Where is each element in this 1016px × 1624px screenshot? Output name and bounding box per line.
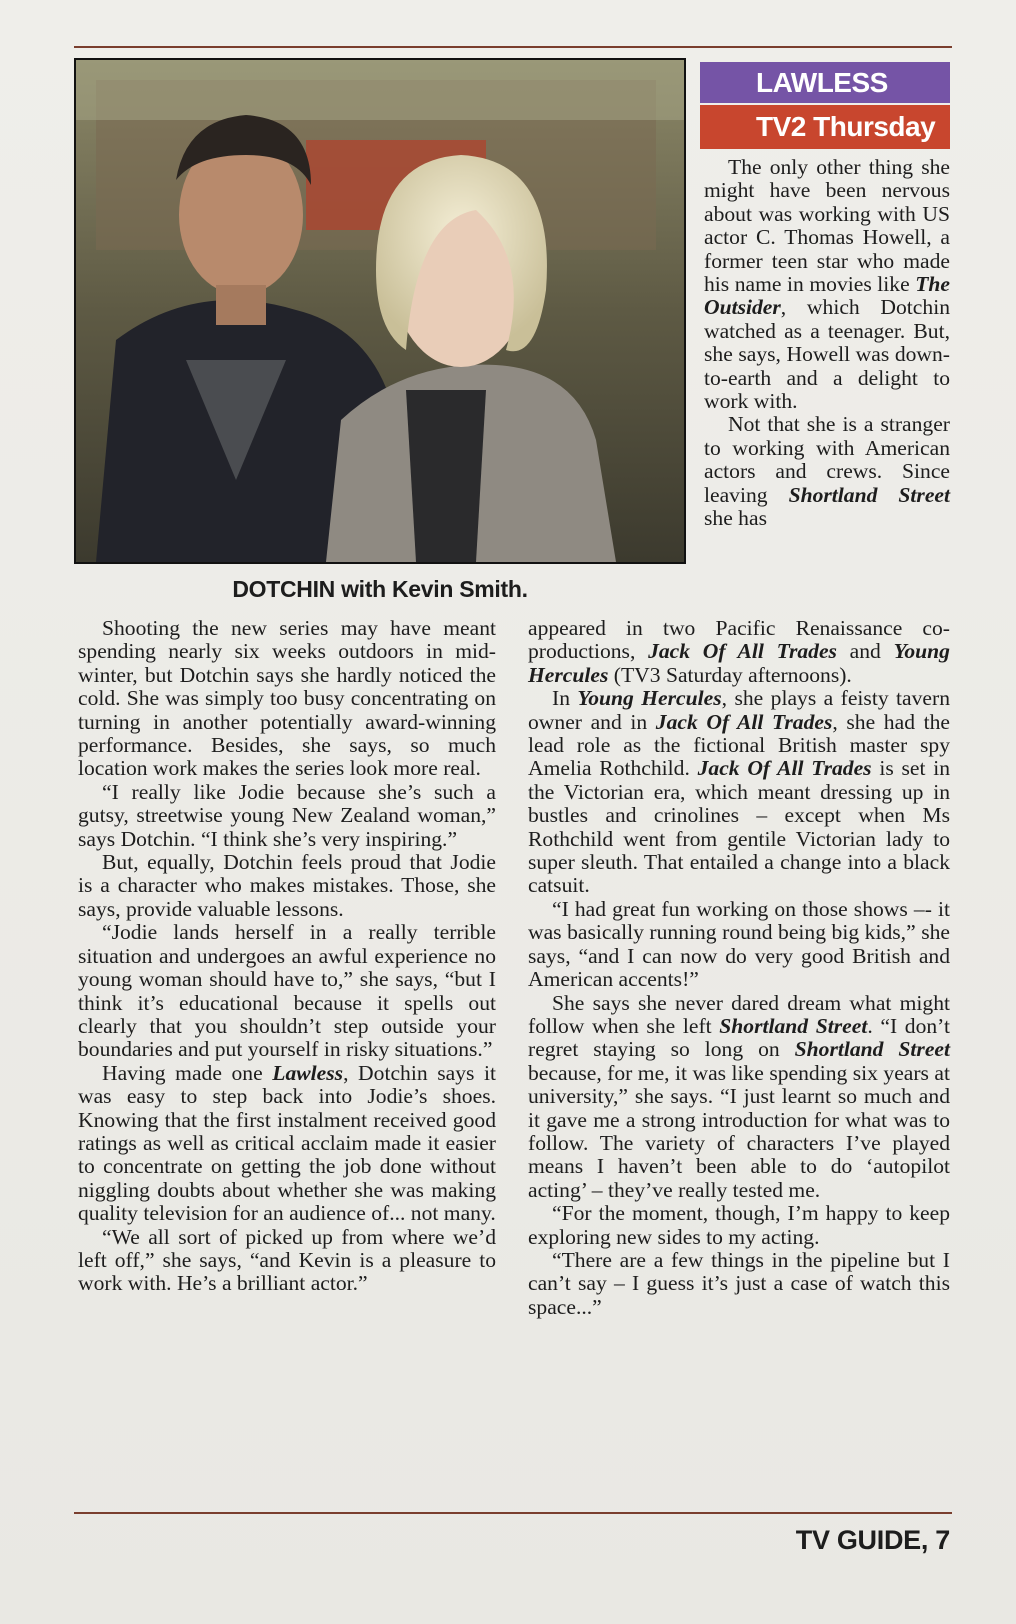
- paragraph: In Young Hercules, she plays a feisty tavern owner and in Jack Of All Trades, she had the lead role as the fictional British master spy Amelia Rothchild. Jack Of All Trades is set in the Victorian era, which meant dressing up in bustles and crinolines – except when Ms Rothchild went from gentile Victorian lady to super sleuth. That entailed a change into a black catsuit.: [528, 686, 951, 898]
- page-number: 7: [935, 1525, 950, 1555]
- title-reference: The Outsider: [704, 272, 950, 320]
- article-column-right-upper: [704, 156, 950, 531]
- paragraph: She says she never dared dream what might follow when she left Shortland Street. “I don’t regret staying so long on Shortland Street because, for me, it was like spending six years at university,” she says. “I just learnt so much and it gave me a strong introduction for what was to follow. The variety of characters I’ve played means I haven’t been able to do ‘autopilot acting’ – they’ve really tested me.: [528, 990, 950, 1202]
- paragraph: appeared in two Pacific Renaissance co-productions, Jack Of All Trades and Young Hercules (TV3 Saturday afternoons).: [528, 616, 950, 687]
- photo-caption: DOTCHIN with Kevin Smith.: [232, 576, 528, 602]
- bottom-rule: [74, 1512, 952, 1514]
- top-rule: [74, 46, 952, 48]
- paragraph: “Jodie lands herself in a really terrible situation and undergoes an awful experience no young woman should have to,” she says, “but I think it’s educational because it spells out clearly that you shouldn’t step outside your boundaries and put yourself in risky situations.”: [78, 920, 496, 1062]
- article-photo: [74, 58, 686, 564]
- title-reference: Young Hercules: [577, 686, 722, 711]
- paragraph: Shooting the new series may have meant spending nearly six weeks outdoors in mid-winter, but Dotchin says she hardly noticed the cold. She was simply too busy concentrating on turning in another potentially award-winning performance. Besides, she says, so much location work makes the series look more real.: [78, 616, 496, 781]
- title-reference: Young Hercules: [528, 639, 950, 687]
- paragraph: “I had great fun working on those shows –- it was basically running round being big kids,” she says, “and I can now do very good British and American accents!”: [528, 896, 950, 992]
- paragraph: Having made one Lawless, Dotchin says it was easy to step back into Jodie’s shoes. Knowing that the first instalment received good ratings as well as critical acclaim made it easier to concentrate on getting the job done without niggling doubts about whether she was making quality television for an audience of... not many.: [78, 1060, 496, 1226]
- title-reference: Shortland Street: [719, 1013, 868, 1038]
- title-reference: Lawless: [272, 1060, 344, 1085]
- paragraph: “There are a few things in the pipeline but I can’t say – I guess it’s just a case of watch this space...”: [528, 1247, 950, 1319]
- article-column-left: [78, 617, 496, 1296]
- paragraph: But, equally, Dotchin feels proud that Jodie is a character who makes mistakes. Those, she says, provide valuable lessons.: [78, 850, 496, 921]
- show-schedule: TV2 Thursday: [700, 105, 950, 149]
- show-title: LAWLESS: [700, 62, 950, 103]
- photo-illustration: [76, 60, 684, 562]
- publication-name: TV GUIDE,: [795, 1525, 929, 1555]
- show-badge: [700, 62, 950, 149]
- page-footer: [796, 1525, 950, 1556]
- paragraph: “For the moment, though, I’m happy to keep exploring new sides to my acting.: [528, 1201, 950, 1249]
- title-reference: Jack Of All Trades: [697, 756, 872, 781]
- title-reference: Jack Of All Trades: [655, 709, 833, 734]
- paragraph: “I really like Jodie because she’s such a gutsy, streetwise young New Zealand woman,” says Dotchin. “I think she’s very inspiring.”: [78, 779, 496, 851]
- title-reference: Shortland Street: [788, 482, 950, 507]
- paragraph: The only other thing she might have been nervous about was working with US actor C. Thomas Howell, a former teen star who made his name in movies like The Outsider, which Dotchin watched as a teenager. But, she says, Howell was down-to-earth and a delight to work with.: [704, 155, 950, 414]
- article-column-right-lower: [528, 617, 950, 1319]
- paragraph: Not that she is a stranger to working with American actors and crews. Since leaving Shortland Street she has: [704, 412, 950, 531]
- title-reference: Shortland Street: [794, 1037, 950, 1062]
- title-reference: Jack Of All Trades: [648, 639, 837, 664]
- paragraph: “We all sort of picked up from where we’d left off,” she says, “and Kevin is a pleasure to work with. He’s a brilliant actor.”: [78, 1224, 496, 1296]
